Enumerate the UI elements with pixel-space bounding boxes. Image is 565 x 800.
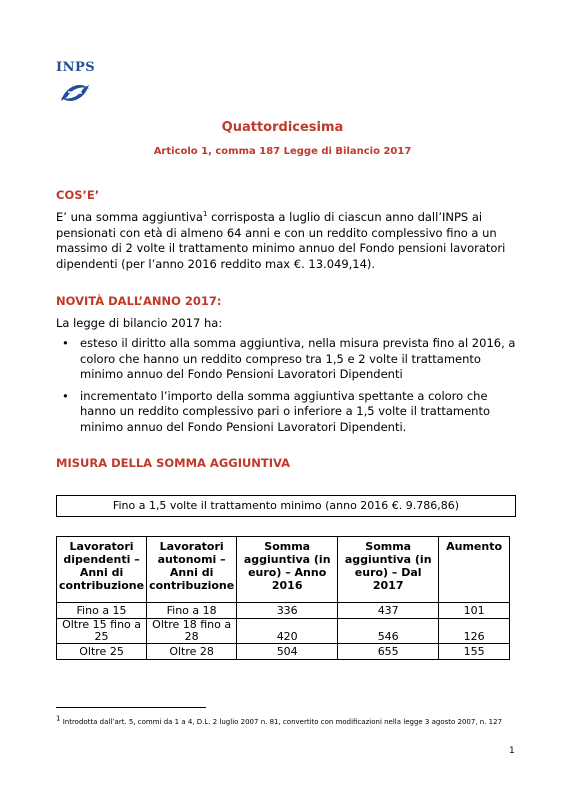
table-cell: Oltre 15 fino a 25 xyxy=(57,619,147,644)
list-item xyxy=(56,389,516,436)
table-cell: Oltre 18 fino a 28 xyxy=(147,619,237,644)
column-header: Aumento xyxy=(439,537,510,603)
section-heading-cose: COS’E’ xyxy=(56,188,100,202)
paragraph-text: corrisposta a luglio di ciascun anno dall’INPS ai pensionati con età di almeno 64 anni e con un reddito complessivo fino a un massimo di 2 volte il trattamento minimo annuo del Fondo pensioni lavoratori dipendenti (per l’anno 2016 reddito max €. 13.049,14). xyxy=(56,210,506,271)
page-number: 1 xyxy=(509,746,515,756)
section-heading-misura: MISURA DELLA SOMMA AGGIUNTIVA xyxy=(56,456,291,470)
paragraph-text: E’ una somma aggiuntiva xyxy=(56,210,203,224)
page-subtitle: Articolo 1, comma 187 Legge di Bilancio 2017 xyxy=(153,146,412,157)
section-intro-novita: La legge di bilancio 2017 ha: xyxy=(56,316,223,330)
table-cell: Oltre 28 xyxy=(147,644,237,660)
column-header: Somma aggiuntiva (in euro) – Anno 2016 xyxy=(237,537,338,603)
inps-logo-icon xyxy=(58,77,92,109)
table-cell: Oltre 25 xyxy=(57,644,147,660)
column-header: Lavoratori dipendenti – Anni di contribuzione xyxy=(57,537,147,603)
table-cell: 336 xyxy=(237,603,338,619)
table-cell: 504 xyxy=(237,644,338,660)
amounts-table xyxy=(56,536,510,660)
table-row xyxy=(57,619,510,644)
table-cell: 437 xyxy=(338,603,439,619)
table-row xyxy=(57,603,510,619)
column-header: Lavoratori autonomi – Anni di contribuzione xyxy=(147,537,237,603)
threshold-box: Fino a 1,5 volte il trattamento minimo (anno 2016 €. 9.786,86) xyxy=(56,495,516,517)
table-cell: Fino a 15 xyxy=(57,603,147,619)
table-cell: 546 xyxy=(338,619,439,644)
inps-logo-text: INPS xyxy=(56,60,96,75)
footnote-reference: 1 xyxy=(202,210,208,219)
bullet-icon: • xyxy=(62,388,69,403)
section-heading-novita: NOVITÀ DALL’ANNO 2017: xyxy=(56,294,222,308)
table-cell: 155 xyxy=(439,644,510,660)
list-item xyxy=(56,336,516,383)
table-cell: 101 xyxy=(439,603,510,619)
list-item-text: esteso il diritto alla somma aggiuntiva, nella misura prevista fino al 2016, a coloro che hanno un reddito compreso tra 1,5 e 2 volte il trattamento minimo annuo del Fondo Pensioni Lavoratori Dipendenti xyxy=(80,336,516,381)
page-title: Quattordicesima xyxy=(221,120,344,135)
table-header-row xyxy=(57,537,510,603)
novita-bullet-list xyxy=(56,336,516,441)
footnote-marker: 1 xyxy=(56,714,61,723)
table-row xyxy=(57,644,510,660)
table-cell: 655 xyxy=(338,644,439,660)
bullet-icon: • xyxy=(62,336,69,350)
list-item-text: incrementato l’importo della somma aggiuntiva spettante a coloro che hanno un reddito complessivo pari o inferiore a 1,5 volte il trattamento minimo annuo del Fondo Pensioni Lavoratori Dipendenti. xyxy=(80,388,491,434)
footnote-text: Introdotta dall’art. 5, commi da 1 a 4, D.L. 2 luglio 2007 n. 81, convertito con modificazioni nella legge 3 agosto 2007, n. 127 xyxy=(60,718,503,726)
column-header: Somma aggiuntiva (in euro) – Dal 2017 xyxy=(338,537,439,603)
footnote-divider xyxy=(56,707,206,708)
table-cell: 126 xyxy=(439,619,510,644)
footnote xyxy=(56,716,516,728)
table-cell: 420 xyxy=(237,619,338,644)
table-cell: Fino a 18 xyxy=(147,603,237,619)
section-paragraph-cose xyxy=(56,210,516,272)
